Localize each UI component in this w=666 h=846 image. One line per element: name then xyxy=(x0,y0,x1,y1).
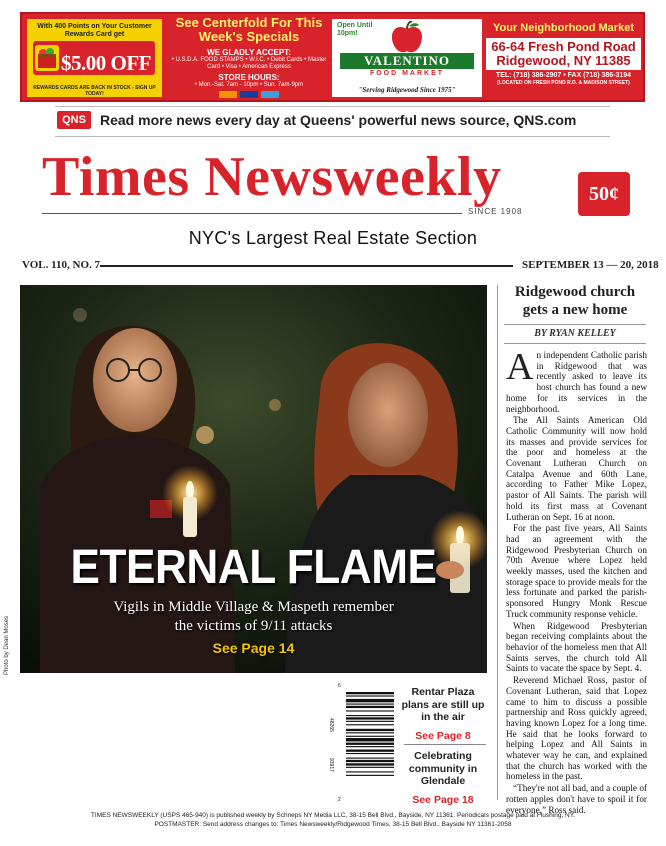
lead-subhead xyxy=(20,598,487,636)
barcode-bar xyxy=(346,692,394,694)
promo-title: Celebrating community in Glendale xyxy=(408,750,478,787)
promo-page-link[interactable]: See Page 18 xyxy=(412,793,474,806)
valentino-logo xyxy=(332,19,482,97)
barcode-bar xyxy=(346,721,394,722)
price-badge: 50¢ xyxy=(578,172,630,216)
payment-cards xyxy=(169,91,329,98)
specials-panel xyxy=(169,16,329,98)
story-body xyxy=(506,346,647,816)
lead-headline[interactable]: ETERNAL FLAME xyxy=(70,541,437,594)
store-subtitle: FOOD MARKET xyxy=(369,70,445,77)
barcode-bar xyxy=(346,695,394,696)
subhead-line-1: Vigils in Middle Village & Maspeth remember xyxy=(113,599,394,615)
barcode-bar xyxy=(346,732,394,733)
barcode-bar xyxy=(346,758,394,759)
barcode-bar xyxy=(346,738,394,741)
barcode-bar xyxy=(346,717,394,719)
coupon-value: $5.00 OFF xyxy=(61,51,151,75)
masthead-title: Times Newsweekly xyxy=(42,146,502,208)
top-advertisement[interactable] xyxy=(20,12,645,102)
divider xyxy=(404,744,486,745)
barcode-bar xyxy=(346,715,394,716)
tagline: NYC's Largest Real Estate Section xyxy=(188,228,478,248)
shopping-basket-icon xyxy=(35,45,59,71)
photo-credit: Photo by Dean Moses xyxy=(4,615,10,675)
barcode-bar xyxy=(346,750,394,752)
mastercard-icon xyxy=(219,91,237,98)
rewards-bottom-text: REWARDS CARDS ARE BACK IN STOCK - SIGN UP TODAY! xyxy=(33,85,156,97)
subhead-line-2: the victims of 9/11 attacks xyxy=(174,618,333,634)
amex-icon xyxy=(261,91,279,98)
story-paragraph: When Ridgewood Presbyterian began receiving complaints about the behavior of the homeless men that All Saints serves, the church told All Saints to vacate the space by Sept. 4. xyxy=(506,620,647,674)
barcode-bottom-digit: 2 xyxy=(338,797,341,803)
barcode-low-digits: 93917 xyxy=(328,758,334,772)
store-since: "Serving Ridgewood Since 1975" xyxy=(358,86,456,94)
promo-rentar-plaza[interactable] xyxy=(400,686,486,742)
store-phone: TEL: (718) 386-2907 • FAX (718) 386-3194 xyxy=(495,72,632,79)
store-address xyxy=(486,38,641,70)
barcode-bar xyxy=(346,753,394,754)
issue-date: SEPTEMBER 13 — 20, 2018 xyxy=(522,259,659,271)
store-address-panel xyxy=(486,19,641,97)
visa-icon xyxy=(240,91,258,98)
story-paragraph: “They're not all bad, and a couple of rotten apples don't have to spoil it for everyone,” Ross said. xyxy=(506,783,647,815)
hours: • Mon.-Sat. 7am - 10pm • Sun. 7am-9pm xyxy=(194,82,304,88)
barcode-bar xyxy=(346,704,394,705)
rewards-line: With 400 Points on Your Customer Rewards Card get xyxy=(37,23,152,38)
store-location: (LOCATED ON FRESH POND R.D. & MADISON STREET) xyxy=(497,80,630,86)
story-paragraph: Reverend Michael Ross, pastor of Covenant Lutheran, said that Lopez came to him to discuss a possible partnership and Ross quickly agreed, having known Lopez for a long time. He said that he looks forward to helping Lopez and All Saints in whatever way he can, and explained that the church has worked with the homeless in the past. xyxy=(506,675,647,782)
story-paragraph: The All Saints American Old Catholic Community will now hold its masses and provide services for the poor and homeless at the Covenant Lutheran Church on Catalpa Avenue and 60th Lane, according to Father Mike Lopez, pastor of All Saints. The parish will hold its first mass at Covenant Lutheran on Sept. 16 at noon. xyxy=(506,415,647,522)
divider xyxy=(504,324,646,325)
neighborhood-market: Your Neighborhood Market xyxy=(493,22,634,34)
story-byline: BY RYAN KELLEY xyxy=(534,328,616,339)
barcode-bar xyxy=(346,746,394,747)
accept-title: WE GLADLY ACCEPT: xyxy=(207,48,291,57)
divider xyxy=(55,136,610,137)
address-line-1: 66-64 Fresh Pond Road xyxy=(491,39,636,54)
divider xyxy=(55,106,610,107)
volume-number: VOL. 110, NO. 7 xyxy=(22,259,101,271)
story-headline[interactable]: Ridgewood church gets a new home xyxy=(514,284,636,318)
specials-title: See Centerfold For This Week's Specials xyxy=(175,15,323,44)
open-until-text: Open Until 10pm! xyxy=(337,22,373,37)
rewards-coupon xyxy=(27,19,162,97)
barcode-bar xyxy=(346,724,394,725)
footer-line-2: POSTMASTER: Send address changes to: Times Newsweekly/Ridgewood Times, 38-15 Bell Blvd., Bayside NY 11361-2058 xyxy=(154,820,512,828)
divider xyxy=(100,265,513,267)
store-name: VALENTINO xyxy=(340,53,474,69)
barcode-top-digit: 6 xyxy=(338,683,341,689)
barcode-bar xyxy=(346,763,394,765)
address-line-2: Ridgewood, NY 11385 xyxy=(496,53,631,68)
qns-logo[interactable]: QNS xyxy=(57,111,91,129)
barcode xyxy=(346,692,394,804)
barcode-bar xyxy=(346,743,394,745)
coupon-box xyxy=(33,41,155,75)
barcode-bar xyxy=(346,710,394,711)
story-paragraph-text: n independent Catholic parish in Ridgewood that was recently asked to leave its host church has found a new home for its services in the neighborhood. xyxy=(506,350,647,414)
lead-photo[interactable] xyxy=(20,285,487,673)
publication-footer xyxy=(0,812,666,829)
promo-page-link[interactable]: See Page 8 xyxy=(415,729,471,742)
apple-icon xyxy=(387,21,427,55)
barcode-bar xyxy=(346,729,394,731)
story-paragraph xyxy=(506,346,647,414)
qns-promo-link[interactable]: Read more news every day at Queens' powerful news source, QNS.com xyxy=(100,112,577,128)
lead-page-reference[interactable]: See Page 14 xyxy=(212,640,295,656)
barcode-bar xyxy=(346,775,394,776)
hours-title: STORE HOURS: xyxy=(218,73,280,82)
accept-list: • U.S.D.A. FOOD STAMPS • W.I.C. • Debit Cards • Master Card • Visa • American Express xyxy=(171,57,327,70)
since-year: SINCE 1908 xyxy=(468,207,523,216)
barcode-bar xyxy=(346,699,394,702)
promo-glendale[interactable] xyxy=(400,750,486,806)
column-divider xyxy=(497,285,498,800)
promo-title: Rentar Plaza plans are still up in the air xyxy=(401,686,485,723)
story-paragraph: For the past five years, All Saints had an agreement with the Ridgewood Presbyterian Church on 70th Avenue where Lopez held weekly masses, used the kitchen and storage space to provide meals for the less fortunate and parked the parish-sponsored Hungry Monk Rescue Truck community response vehicle. xyxy=(506,523,647,619)
drop-cap: A xyxy=(506,346,534,388)
footer-line-1: TIMES NEWSWEEKLY (USPS 465-940) is published weekly by Schneps NY Media LLC, 38-15 Bell Blvd., Bayside, NY 11361. Periodicals postage paid at Flushing, NY. xyxy=(90,812,576,819)
barcode-bars xyxy=(346,692,394,804)
barcode-bar xyxy=(346,760,394,762)
barcode-bar xyxy=(346,706,394,708)
divider xyxy=(42,213,462,214)
barcode-bar xyxy=(346,771,394,772)
divider xyxy=(504,343,646,344)
barcode-mid-digits: 48265 xyxy=(328,718,334,732)
barcode-bar xyxy=(346,767,394,768)
barcode-bar xyxy=(346,736,394,737)
